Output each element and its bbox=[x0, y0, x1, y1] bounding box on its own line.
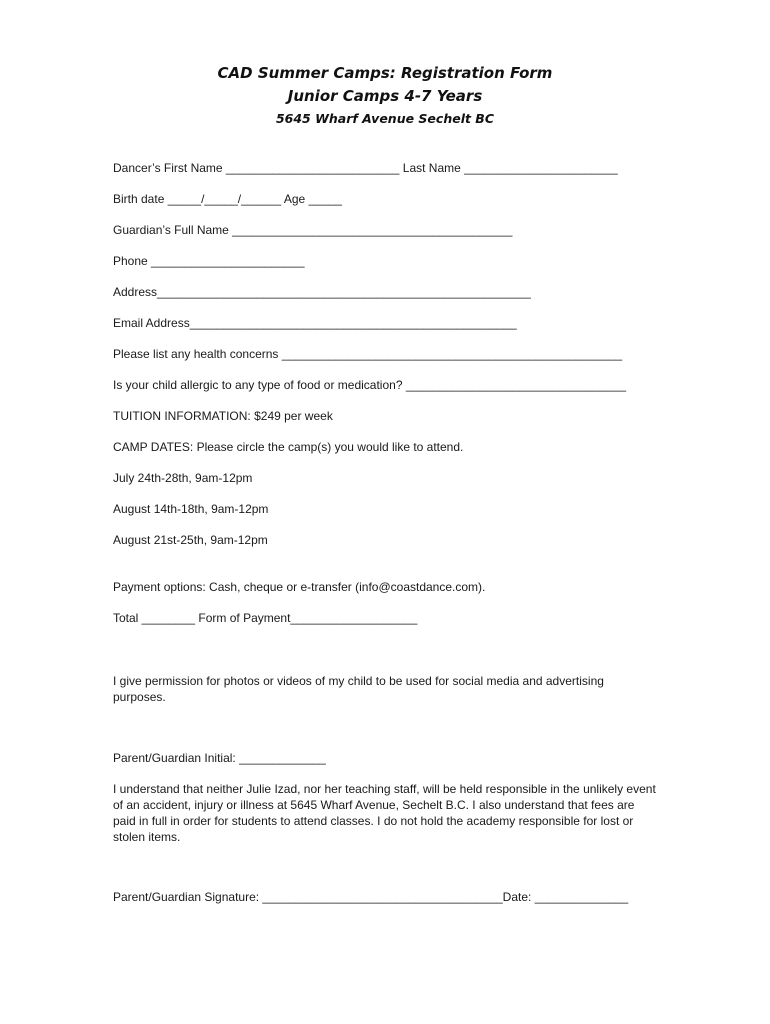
birth-date-field-line: Birth date _____/_____/______ Age _____ bbox=[113, 192, 342, 206]
tuition-info: TUITION INFORMATION: $249 per week bbox=[113, 409, 333, 423]
camp-date-option: July 24th-28th, 9am-12pm bbox=[113, 471, 253, 485]
form-title: CAD Summer Camps: Registration Form bbox=[217, 64, 553, 82]
form-address: 5645 Wharf Avenue Sechelt BC bbox=[275, 111, 495, 126]
health-concerns-field-line: Please list any health concerns ___________________________________________________ bbox=[113, 347, 623, 361]
form-subtitle: Junior Camps 4-7 Years bbox=[287, 87, 483, 105]
liability-waiver-statement: I understand that neither Julie Izad, nor her teaching staff, will be held responsible in the unlikely event of an accident, injury or illness at 5645 Wharf Avenue, Sechelt B.C. I also understand that fees are paid in full in order for students to attend classes. I do not hold the academy responsible for lost or stolen items. bbox=[113, 782, 656, 844]
phone-field-line: Phone _______________________ bbox=[113, 254, 305, 268]
guardian-name-field-line: Guardian’s Full Name __________________________________________ bbox=[113, 223, 513, 237]
camp-dates-intro: CAMP DATES: Please circle the camp(s) you would like to attend. bbox=[113, 440, 464, 454]
guardian-initial-field-line: Parent/Guardian Initial: _____________ bbox=[113, 751, 326, 765]
allergy-field-line: Is your child allergic to any type of food or medication? _________________________________ bbox=[113, 378, 627, 392]
address-field-line: Address________________________________________________________ bbox=[113, 285, 531, 299]
photo-permission-statement: I give permission for photos or videos of my child to be used for social media and advertising purposes. bbox=[113, 674, 604, 704]
name-field-line: Dancer’s First Name __________________________ Last Name _______________________ bbox=[113, 161, 618, 175]
payment-options: Payment options: Cash, cheque or e-transfer (info@coastdance.com). bbox=[113, 580, 486, 594]
email-field-line: Email Address_________________________________________________ bbox=[113, 316, 517, 330]
camp-date-option: August 21st-25th, 9am-12pm bbox=[113, 533, 268, 547]
guardian-signature-field-line: Parent/Guardian Signature: ____________________________________Date: ______________ bbox=[113, 890, 629, 904]
total-payment-field-line: Total ________ Form of Payment___________________ bbox=[113, 611, 418, 625]
camp-date-option: August 14th-18th, 9am-12pm bbox=[113, 502, 269, 516]
